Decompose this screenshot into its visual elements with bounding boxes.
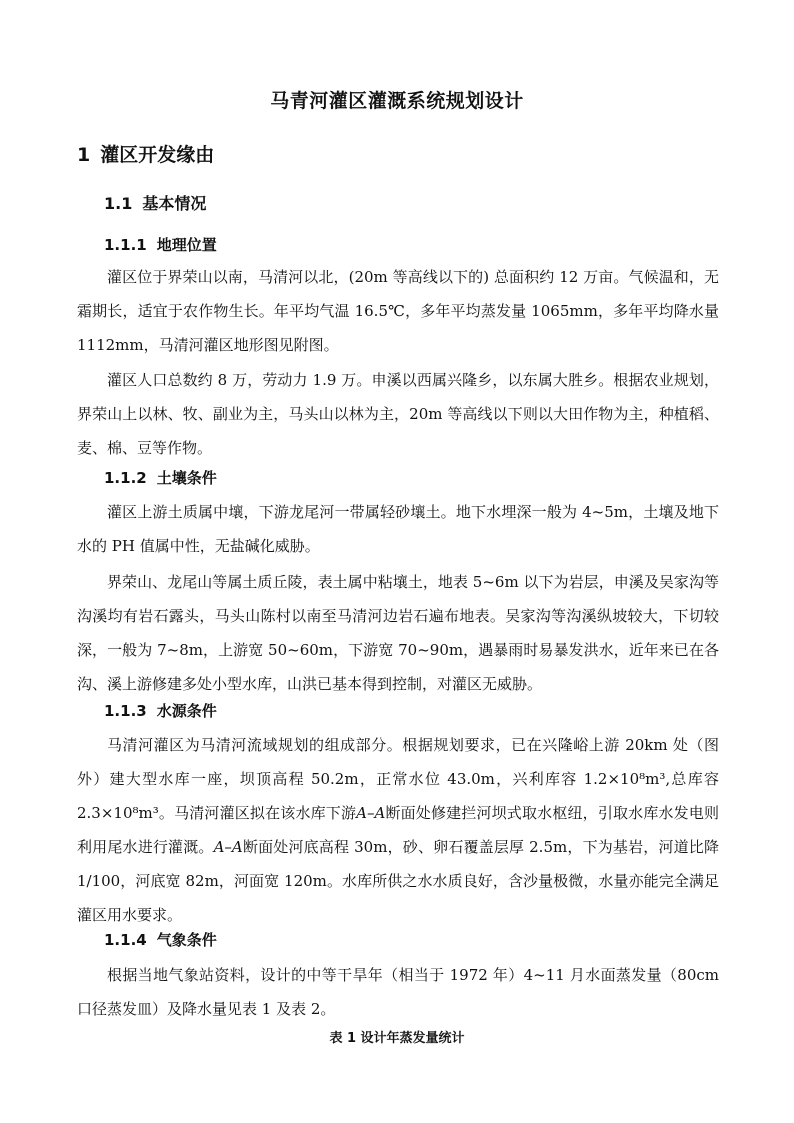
paragraph-location: 灌区位于界荣山以南，马清河以北，(20m 等高线以下的) 总面积约 12 万亩。气候温和，无霜期长，适宜于农作物生长。年平均气温 16.5℃，多年平均蒸发量 1065mm，多年平均降水量 1112mm，马清河灌区地形图见附图。 bbox=[77, 268, 719, 354]
paragraph-terrain: 界荣山、龙尾山等属土质丘陵，表土属中粘壤土，地表 5~6m 以下为岩层，申溪及吴家沟等沟溪均有岩石露头，马头山陈村以南至马清河边岩石遍布地表。吴家沟等沟溪纵坡较大，下切较深，一般为 7~8m，上游宽 50~60m，下游宽 70~90m，遇暴雨时易暴发洪水，近年来已在各沟、溪上游修建多处小型水库，山洪已基本得到控制，对灌区无威胁。 bbox=[77, 573, 719, 693]
paragraph-population: 灌区人口总数约 8 万，劳动力 1.9 万。申溪以西属兴隆乡，以东属大胜乡。根据农业规划，界荣山上以林、牧、副业为主，马头山以林为主，20m 等高线以下则以大田作物为主，种植稻、麦、棉、豆等作物。 bbox=[77, 371, 719, 457]
section-label: A–A bbox=[356, 804, 386, 822]
text-run: 断面处河底高程 30m，砂、卵石覆盖层厚 2.5m，下为基岩，河道比降 1/100，河底宽 82m，河面宽 120m。水库所供之水水质良好，含沙量极微，水量亦能完全满足灌区用水要求。 bbox=[77, 838, 719, 924]
section-title: 气象条件 bbox=[156, 931, 217, 949]
text-run: 马清河灌区为马清河流域规划的组成部分。根据规划要求，已在兴隆峪上游 20km 处（图外）建大型水库一座，坝顶高程 50.2m，正常水位 43.0m，兴利库容 1.2×10⁸m³,总库容 2.3×10⁸m³。马清河灌区拟在该水库下游 bbox=[77, 736, 719, 822]
document-title: 马青河灌区灌溉系统规划设计 bbox=[270, 90, 524, 112]
section-number: 1.1 bbox=[104, 194, 133, 213]
paragraph-water-source bbox=[77, 728, 719, 932]
section-label: A–A bbox=[213, 838, 243, 856]
section-title: 土壤条件 bbox=[156, 469, 217, 487]
text-run: 断面处修建拦河坝式取水枢纽，引取水库水发电则利用尾水进行灌溉。 bbox=[77, 804, 719, 856]
section-heading-1-1-3 bbox=[104, 700, 217, 721]
table-caption: 表 1 设计年蒸发量统计 bbox=[329, 1031, 465, 1046]
section-number: 1 bbox=[77, 144, 91, 166]
paragraph-soil: 灌区上游土质属中壤，下游龙尾河一带属轻砂壤土。地下水埋深一般为 4~5m，土壤及地下水的 PH 值属中性，无盐碱化威胁。 bbox=[77, 503, 719, 555]
section-number: 1.1.3 bbox=[104, 702, 147, 720]
section-title: 基本情况 bbox=[142, 194, 207, 213]
section-heading-1-1 bbox=[104, 191, 206, 214]
section-number: 1.1.2 bbox=[104, 469, 147, 487]
section-heading-1-1-1 bbox=[104, 234, 217, 255]
section-heading-1-1-4 bbox=[104, 929, 217, 950]
section-title: 灌区开发缘由 bbox=[100, 144, 215, 166]
section-heading-1-1-2 bbox=[104, 467, 217, 488]
section-heading-1 bbox=[77, 140, 214, 167]
section-number: 1.1.1 bbox=[104, 236, 147, 254]
section-number: 1.1.4 bbox=[104, 931, 147, 949]
paragraph-climate: 根据当地气象站资料，设计的中等干旱年（相当于 1972 年）4~11 月水面蒸发量（80cm 口径蒸发皿）及降水量见表 1 及表 2。 bbox=[77, 966, 719, 1018]
section-title: 水源条件 bbox=[156, 702, 217, 720]
section-title: 地理位置 bbox=[156, 236, 217, 254]
